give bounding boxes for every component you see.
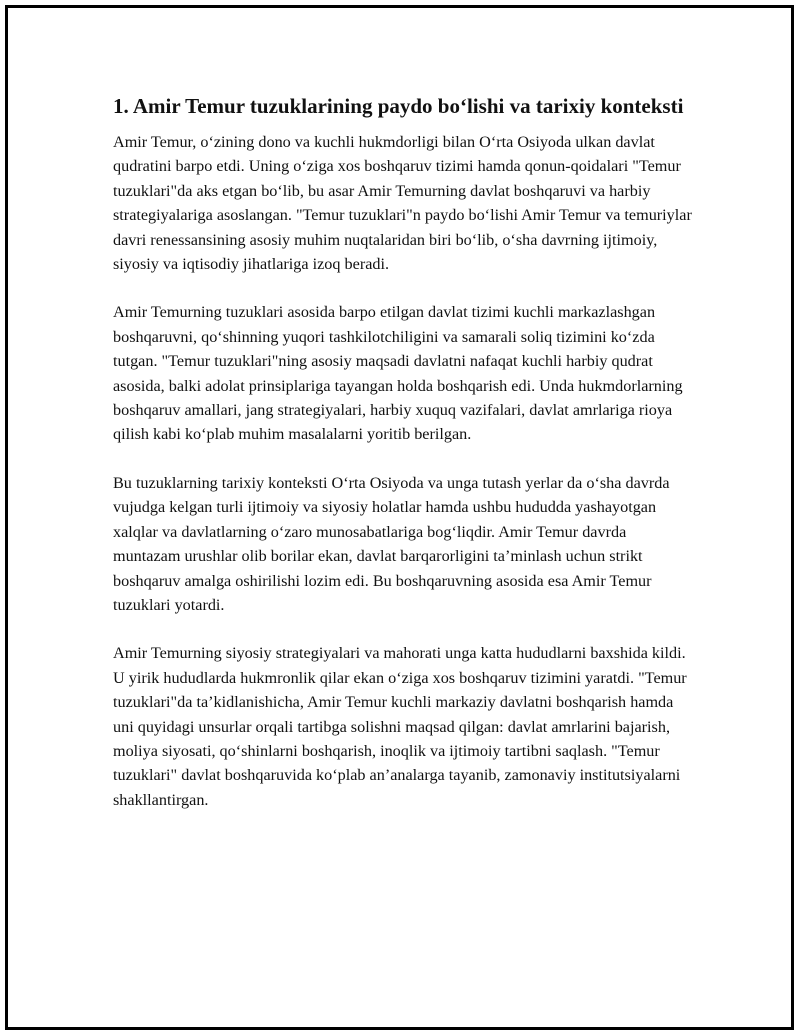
paragraph-4: Amir Temurning siyosiy strategiyalari va mahorati unga katta hududlarni baxshida kildi. U yirik hududlarda hukmronlik qilar ekan o‘ziga xos boshqaruv tizimini yaratdi. "Temur tuzuklari"da ta’kidlanishicha, Amir Temur kuchli markaziy davlatni boshqarish hamda uni quyidagi unsurlar orqali tartibga solishni maqsad qilgan: davlat amrlarini bajarish, moliya siyosati, qo‘shinlarni boshqarish, inoqlik va ijtimoiy tartibni saqlash. "Temur tuzuklari" davlat boshqaruvida ko‘plab an’analarga tayanib, zamonaviy institutsiyalarni shakllantirgan. xyxy=(113,644,687,809)
paragraph-1: Amir Temur, o‘zining dono va kuchli hukmdorligi bilan O‘rta Osiyoda ulkan davlat qudratini barpo etdi. Uning o‘ziga xos boshqaruv tizimi hamda qonun-qoidalari "Temur tuzuklari"da aks etgan bo‘lib, bu asar Amir Temurning davlat boshqaruvi va harbiy strategiyalariga asoslangan. "Temur tuzuklari"n paydo bo‘lishi Amir Temur va temuriylar davri renessansining asosiy muhim nuqtalaridan biri bo‘lib, o‘sha davrning ijtimoiy, siyosiy va iqtisodiy jihatlariga izoq beradi. xyxy=(113,133,692,274)
section-heading: 1. Amir Temur tuzuklarining paydo bo‘lishi va tarixiy konteksti xyxy=(113,94,684,118)
paragraph-2: Amir Temurning tuzuklari asosida barpo etilgan davlat tizimi kuchli markazlashgan boshqaruvni, qo‘shinning yuqori tashkilotchiligini va samarali soliq tizimini ko‘zda tutgan. "Temur tuzuklari"ning asosiy maqsadi davlatni nafaqat kuchli harbiy qudrat asosida, balki adolat prinsiplariga tayangan holda boshqarish edi. Unda hukmdorlarning boshqaruv amallari, jang strategiyalari, harbiy xuquq vazifalari, davlat amrlariga rioya qilish kabi ko‘plab muhim masalalarni yoritib berilgan. xyxy=(113,303,683,444)
document-body xyxy=(113,92,693,812)
paragraph-3: Bu tuzuklarning tarixiy konteksti O‘rta Osiyoda va unga tutash yerlar da o‘sha davrda vujudga kelgan turli ijtimoiy va siyosiy holatlar hamda ushbu hududda yashayotgan xalqlar va davlatlarning o‘zaro munosabatlariga bog‘liqdir. Amir Temur davrda muntazam urushlar olib borilar ekan, davlat barqarorligini ta’minlash uchun strikt boshqaruv amalga oshirilishi lozim edi. Bu boshqaruvning asosida esa Amir Temur tuzuklari yotardi. xyxy=(113,473,670,614)
